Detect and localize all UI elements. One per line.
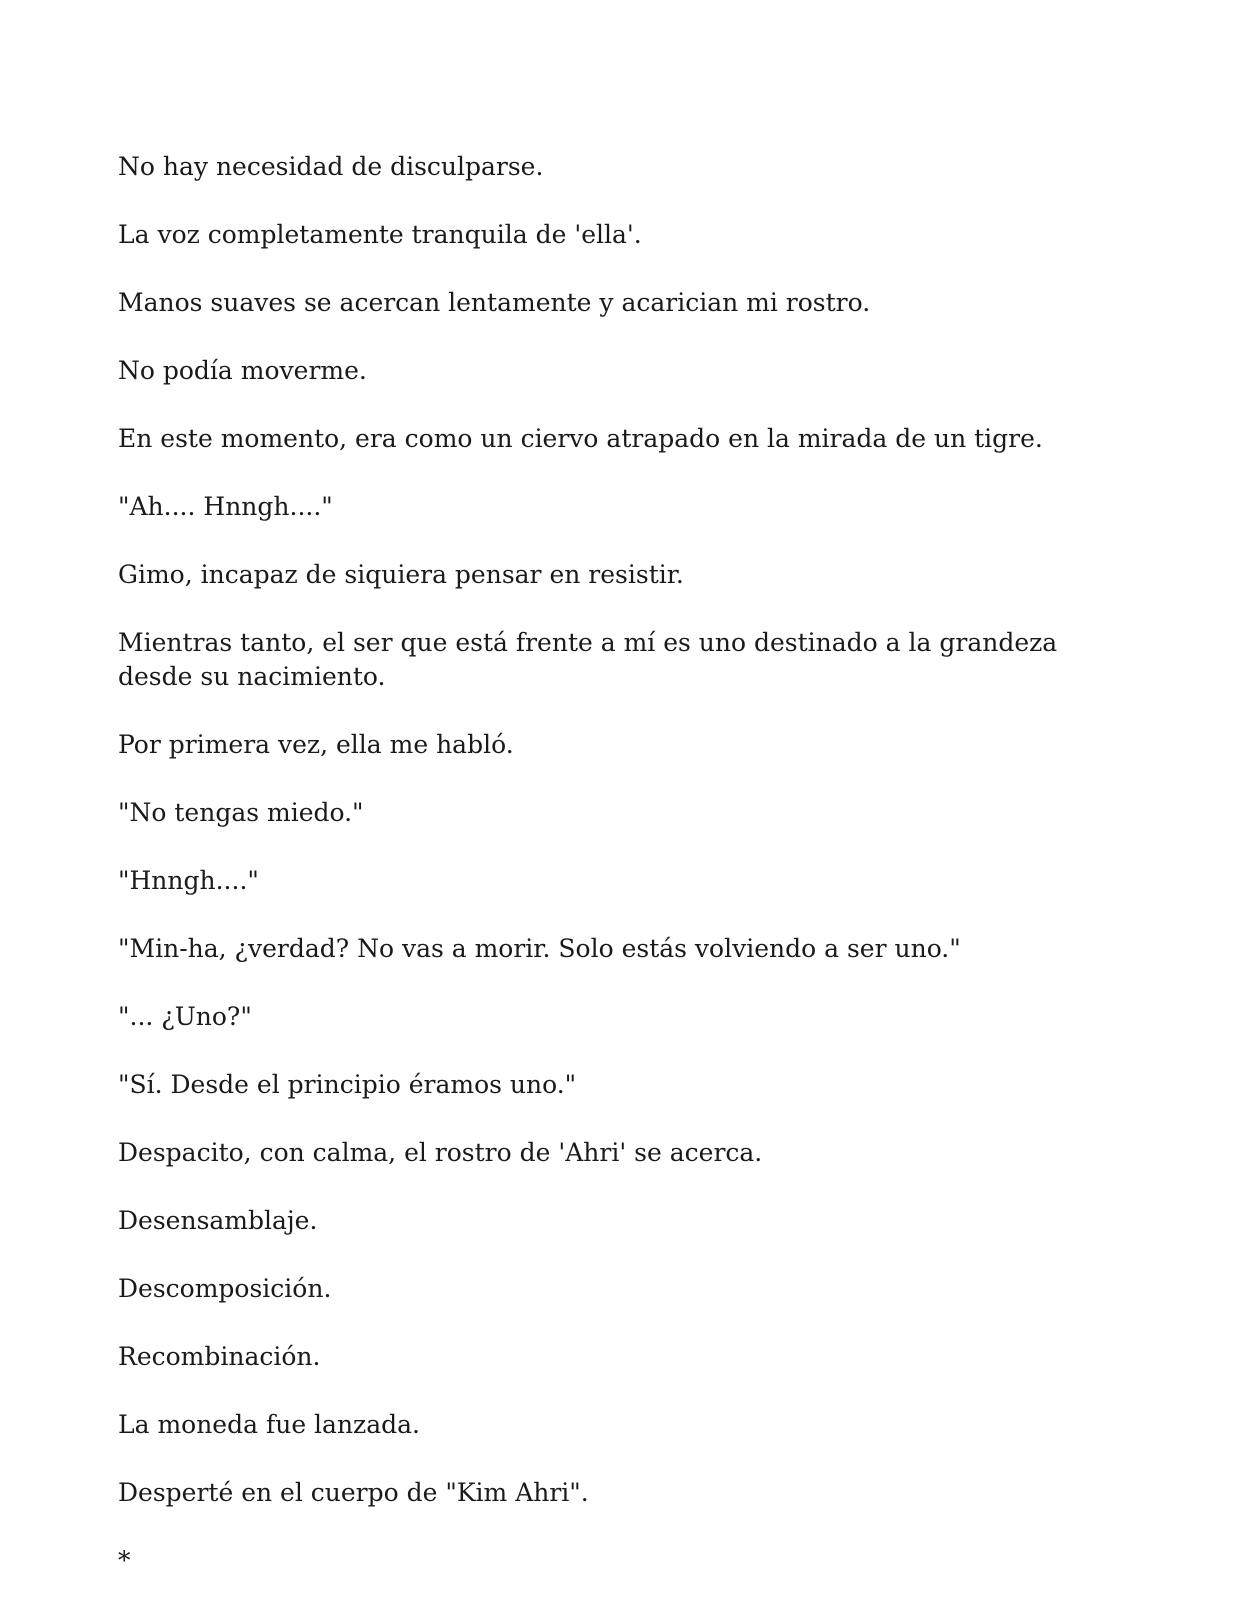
paragraph: En este momento, era como un ciervo atrapado en la mirada de un tigre. bbox=[118, 424, 1043, 453]
paragraph: Por primera vez, ella me habló. bbox=[118, 730, 514, 759]
paragraph: Manos suaves se acercan lentamente y acarician mi rostro. bbox=[118, 288, 871, 317]
paragraph: La voz completamente tranquila de 'ella'. bbox=[118, 220, 642, 249]
section-break: * bbox=[118, 1546, 131, 1575]
paragraph: No podía moverme. bbox=[118, 356, 367, 385]
paragraph: "Hnngh...." bbox=[118, 866, 259, 895]
paragraph: "Ah.... Hnngh...." bbox=[118, 492, 333, 521]
paragraph: "Min-ha, ¿verdad? No vas a morir. Solo estás volviendo a ser uno." bbox=[118, 934, 961, 963]
paragraph: "Sí. Desde el principio éramos uno." bbox=[118, 1070, 577, 1099]
document-body bbox=[118, 150, 1128, 1578]
paragraph: Descomposición. bbox=[118, 1274, 332, 1303]
paragraph: "No tengas miedo." bbox=[118, 798, 364, 827]
paragraph: Recombinación. bbox=[118, 1342, 321, 1371]
paragraph: "... ¿Uno?" bbox=[118, 1002, 252, 1031]
paragraph: Desperté en el cuerpo de "Kim Ahri". bbox=[118, 1478, 589, 1507]
paragraph: Mientras tanto, el ser que está frente a mí es uno destinado a la grandeza desde su nacimiento. bbox=[118, 628, 1058, 691]
paragraph: Desensamblaje. bbox=[118, 1206, 318, 1235]
paragraph: Gimo, incapaz de siquiera pensar en resistir. bbox=[118, 560, 684, 589]
paragraph: La moneda fue lanzada. bbox=[118, 1410, 420, 1439]
paragraph: Despacito, con calma, el rostro de 'Ahri' se acerca. bbox=[118, 1138, 763, 1167]
paragraph: No hay necesidad de disculparse. bbox=[118, 152, 544, 181]
